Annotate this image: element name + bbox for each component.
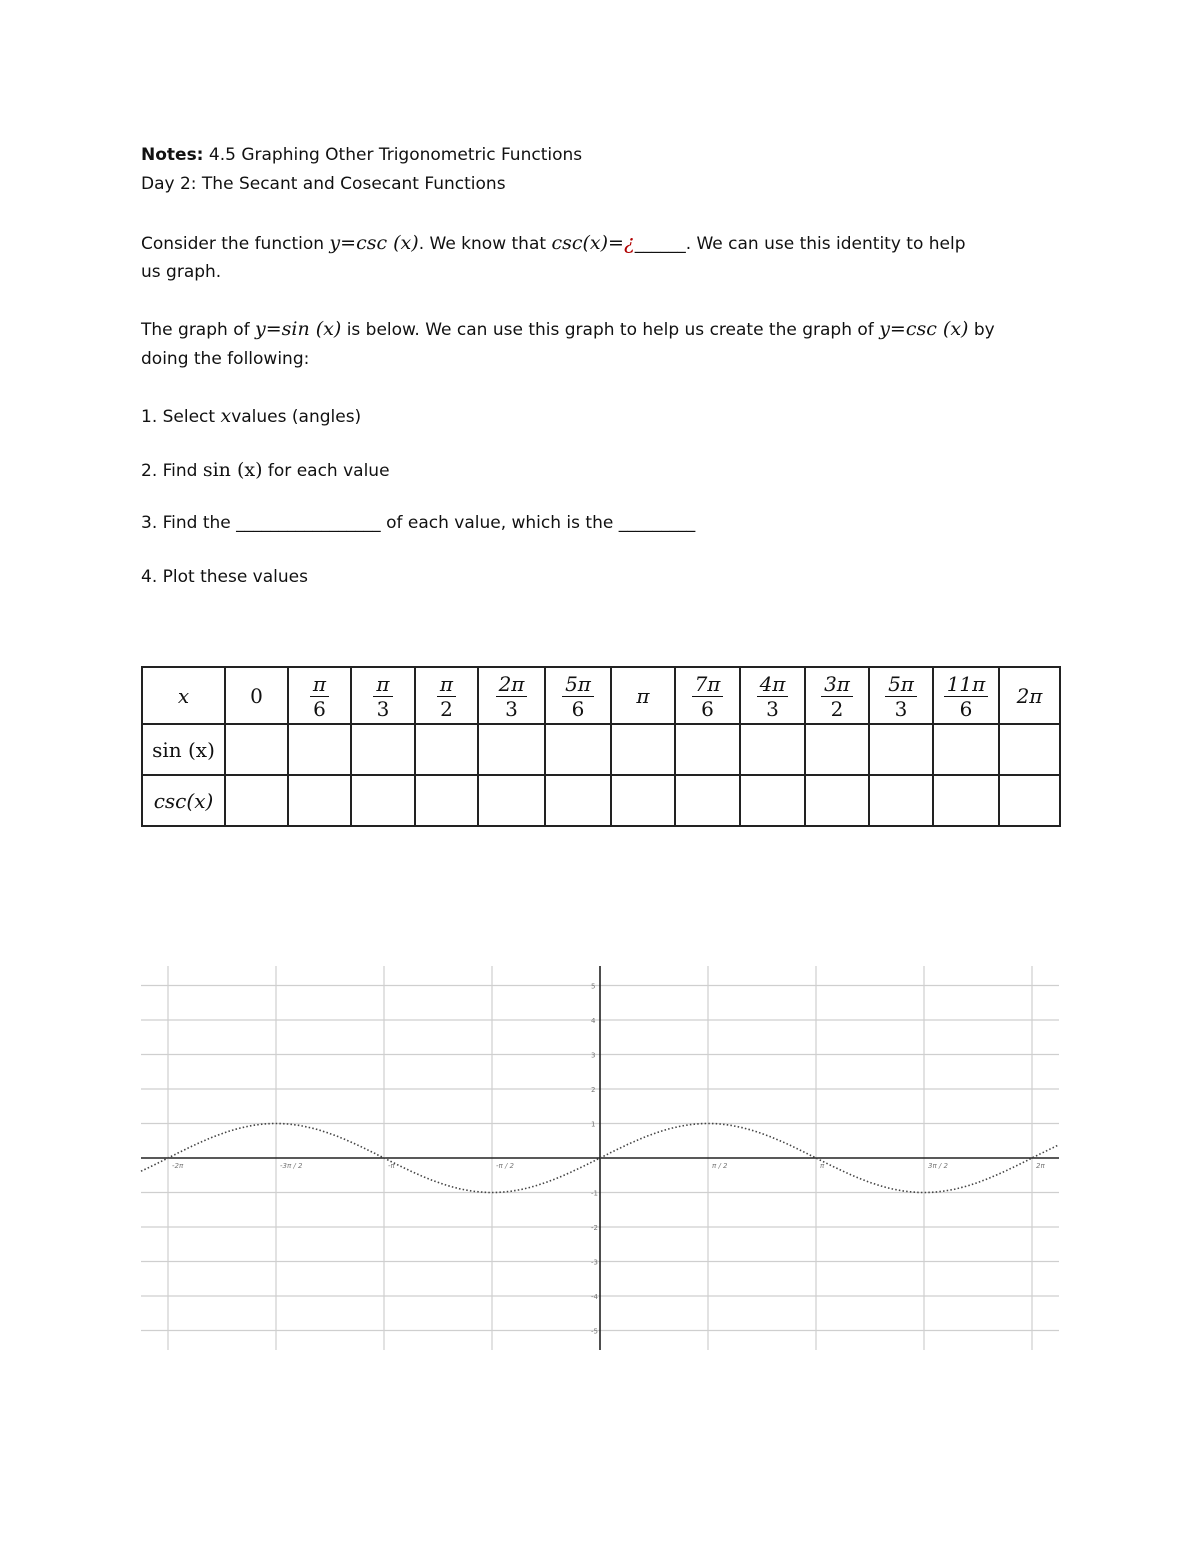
step-4: 4. Plot these values bbox=[141, 567, 308, 587]
header-cell: $\frac{5\pi}{3}$ bbox=[869, 667, 933, 724]
intro-text: . We know that bbox=[418, 234, 552, 254]
step-3-blank-2: _________ bbox=[618, 513, 696, 533]
graph-text: is below. We can use this graph to help us create the graph of bbox=[341, 320, 880, 340]
step-2-text: for each value bbox=[262, 461, 390, 481]
x-tick-label: π bbox=[820, 1162, 825, 1170]
intro-text: . We can use this identity to help bbox=[685, 234, 966, 254]
y-tick-label: 1 bbox=[591, 1120, 596, 1129]
equation-y-sin: y=sin (x) bbox=[254, 318, 342, 340]
equation-y-csc-2: y=csc (x) bbox=[879, 318, 969, 340]
header-cell: $\frac{\pi}{3}$ bbox=[351, 667, 415, 724]
step-2-text: 2. Find bbox=[141, 461, 203, 481]
identity-placeholder: ¿ bbox=[623, 230, 635, 254]
header-cell: $\frac{\pi}{2}$ bbox=[415, 667, 478, 724]
intro-text: Consider the function bbox=[141, 234, 330, 254]
y-tick-label: 4 bbox=[591, 1017, 596, 1025]
x-tick-label: -π / 2 bbox=[496, 1162, 515, 1170]
intro-paragraph-line2: us graph. bbox=[141, 262, 222, 282]
header-cell: $\frac{4\pi}{3}$ bbox=[740, 667, 805, 724]
header-cell: $\frac{3\pi}{2}$ bbox=[805, 667, 869, 724]
y-tick-label: 2 bbox=[591, 1086, 596, 1094]
header-cell: $\frac{2\pi}{3}$ bbox=[478, 667, 545, 724]
header-cell: $\frac{5\pi}{6}$ bbox=[545, 667, 611, 724]
step-1-text: 1. Select bbox=[141, 407, 221, 427]
y-tick-label: -2 bbox=[591, 1224, 598, 1232]
step-1-x: x bbox=[220, 405, 232, 427]
x-tick-label: -π bbox=[388, 1162, 395, 1170]
x-tick-label: π / 2 bbox=[712, 1162, 728, 1170]
y-tick-label: 3 bbox=[591, 1051, 596, 1060]
header-cell: $\frac{11\pi}{6}$ bbox=[933, 667, 999, 724]
header-cell: π bbox=[611, 667, 675, 724]
graph-paragraph-line2: doing the following: bbox=[141, 349, 310, 369]
y-tick-label: -4 bbox=[591, 1293, 598, 1301]
y-tick-label: -1 bbox=[591, 1189, 598, 1198]
step-3-text: 3. Find the bbox=[141, 513, 237, 533]
step-3-text: of each value, which is the bbox=[380, 513, 619, 533]
x-tick-label: 3π / 2 bbox=[928, 1162, 948, 1170]
graph-text: by bbox=[968, 320, 995, 340]
step-2-sin: sin (x) bbox=[202, 459, 263, 481]
y-tick-label: -5 bbox=[591, 1327, 598, 1336]
y-tick-label: 5 bbox=[591, 982, 596, 991]
equation-y-csc: y=csc (x) bbox=[329, 232, 419, 254]
graph-text: The graph of bbox=[141, 320, 255, 340]
header-cell: 2π bbox=[999, 667, 1060, 724]
notes-label: Notes: bbox=[141, 145, 204, 165]
row-label-csc: csc(x) bbox=[142, 775, 225, 826]
y-tick-label: -3 bbox=[591, 1258, 598, 1267]
notes-title: 4.5 Graphing Other Trigonometric Functions bbox=[203, 145, 583, 165]
equation-csc-identity: csc(x)= bbox=[551, 232, 624, 254]
identity-blank: ______ bbox=[634, 234, 686, 254]
step-1-text: values (angles) bbox=[231, 407, 362, 427]
header-cell: $\frac{\pi}{6}$ bbox=[288, 667, 351, 724]
header-cell: 0 bbox=[225, 667, 288, 724]
x-tick-label: -3π / 2 bbox=[280, 1162, 303, 1170]
x-tick-label: 2π bbox=[1036, 1162, 1045, 1170]
header-cell: $\frac{7\pi}{6}$ bbox=[675, 667, 740, 724]
step-3-blank-1: _________________ bbox=[236, 513, 381, 533]
x-tick-label: -2π bbox=[172, 1162, 184, 1170]
row-label-x: x bbox=[142, 667, 225, 724]
row-label-sin: sin (x) bbox=[142, 724, 225, 775]
day-heading: Day 2: The Secant and Cosecant Functions bbox=[141, 174, 506, 194]
